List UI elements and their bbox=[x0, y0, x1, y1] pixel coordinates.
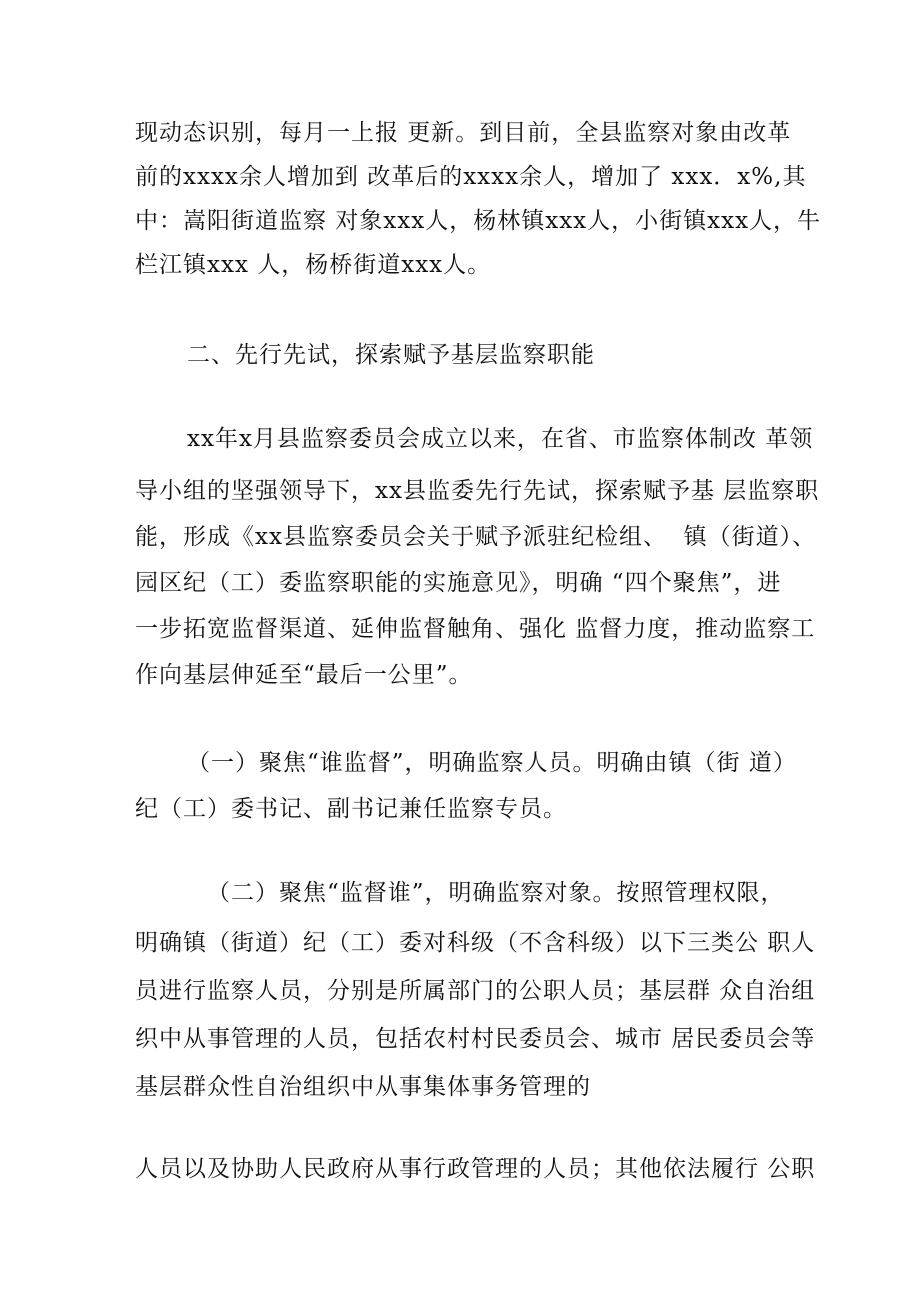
section-heading: 二、先行先试，探索赋予基层监察职能 bbox=[187, 342, 595, 368]
paragraph-line: xx年x月县监察委员会成立以来，在省、市监察体制改 革领 bbox=[187, 426, 814, 452]
paragraph-line: 园区纪（工）委监察职能的实施意见》，明确 “四个聚焦”，进 bbox=[135, 570, 782, 596]
paragraph-line: （一）聚焦“谁监督”，明确监察人员。明确由镇（街 道） bbox=[187, 750, 797, 776]
paragraph-line: 中：嵩阳街道监察 对象xxx人，杨林镇xxx人，小街镇xxx人，牛 bbox=[135, 208, 822, 234]
paragraph-line: 织中从事管理的人员，包括农村村民委员会、城市 居民委员会等 bbox=[135, 1026, 816, 1052]
paragraph-line: 现动态识别，每月一上报 更新。到目前，全县监察对象由改革 bbox=[135, 120, 792, 146]
paragraph-line: 栏江镇xxx 人，杨桥街道xxx人。 bbox=[135, 252, 492, 278]
paragraph-line: 能，形成《xx县监察委员会关于赋予派驻纪检组、 镇（街道）、 bbox=[135, 524, 817, 550]
paragraph-line: 一步拓宽监督渠道、延伸监督触角、强化 监督力度，推动监察工 bbox=[135, 616, 816, 642]
paragraph-line: 基层群众性自治组织中从事集体事务管理的 bbox=[135, 1074, 591, 1100]
paragraph-line: 导小组的坚强领导下，xx县监委先行先试，探索赋予基 层监察职 bbox=[135, 478, 820, 504]
paragraph-line: 人员以及协助人民政府从事行政管理的人员；其他依法履行 公职 bbox=[135, 1156, 816, 1182]
paragraph-line: 员进行监察人员，分别是所属部门的公职人员；基层群 众自治组 bbox=[135, 978, 816, 1004]
paragraph-line: 纪（工）委书记、副书记兼任监察专员。 bbox=[135, 796, 567, 822]
paragraph-line: （二）聚焦“监督谁”，明确监察对象。按照管理权限， bbox=[207, 880, 785, 906]
paragraph-line: 前的xxxx余人增加到 改革后的xxxx余人，增加了 xxx．x%,其 bbox=[135, 164, 807, 190]
paragraph-line: 作向基层伸延至“最后一公里”。 bbox=[135, 662, 473, 688]
paragraph-line: 明确镇（街道）纪（工）委对科级（不含科级）以下三类公 职人 bbox=[135, 930, 816, 956]
